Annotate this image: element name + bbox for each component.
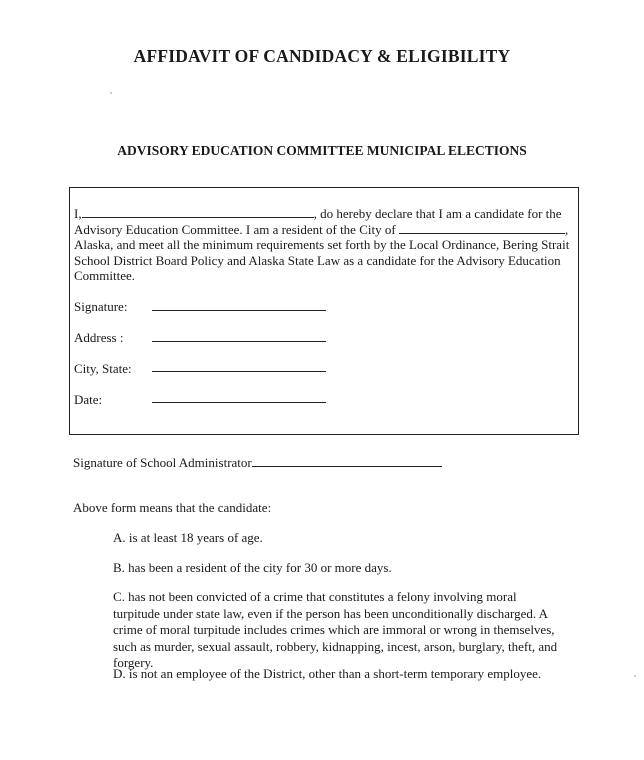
document-subtitle: ADVISORY EDUCATION COMMITTEE MUNICIPAL ELECTIONS	[117, 143, 527, 158]
admin-signature-line[interactable]	[252, 455, 442, 467]
scan-speck	[110, 92, 112, 94]
address-label: Address :	[74, 330, 124, 345]
requirement-d: D. is not an employee of the District, other than a short-term temporary employee.	[113, 666, 542, 681]
declaration-part2: , Alaska, and meet all the minimum requirements set forth by the Local Ordinance, Bering Strait School District Board Policy and Alaska State Law as a candidate for the Advisory Education Committee.	[74, 221, 570, 284]
form-meaning-intro: Above form means that the candidate:	[73, 500, 272, 515]
admin-signature-label: Signature of School Administrator	[73, 455, 252, 470]
city-state-label: City, State:	[74, 361, 132, 376]
declaration-part1: , do hereby declare that I am a candidate for the Advisory Education Committee. I am a resident of the City of	[74, 206, 562, 237]
requirement-c: C. has not been convicted of a crime that constitutes a felony involving moral turpitude under state law, even if the person has been unconditionally discharged. A crime of moral turpitude includes crimes which are immoral or wrong in themselves, such as murder, sexual assault, robbery, kidnapping, incest, arson, burglary, theft, and forgery.	[113, 589, 558, 670]
signature-line[interactable]	[152, 310, 326, 311]
candidate-name-blank[interactable]	[82, 206, 314, 218]
city-state-line[interactable]	[152, 371, 326, 372]
declaration-prefix: I,	[74, 206, 82, 221]
address-line[interactable]	[152, 341, 326, 342]
date-line[interactable]	[152, 402, 326, 403]
signature-label: Signature:	[74, 299, 128, 314]
document-title: AFFIDAVIT OF CANDIDACY & ELIGIBILITY	[133, 46, 511, 66]
admin-signature-row	[73, 455, 442, 471]
candidate-declaration-box	[69, 187, 579, 435]
city-name-blank[interactable]	[399, 222, 565, 234]
date-label: Date:	[74, 392, 103, 407]
requirement-b: B. has been a resident of the city for 30 or more days.	[113, 560, 392, 575]
scan-speck	[634, 675, 636, 677]
declaration-text	[74, 206, 574, 284]
requirement-a: A. is at least 18 years of age.	[113, 530, 263, 545]
